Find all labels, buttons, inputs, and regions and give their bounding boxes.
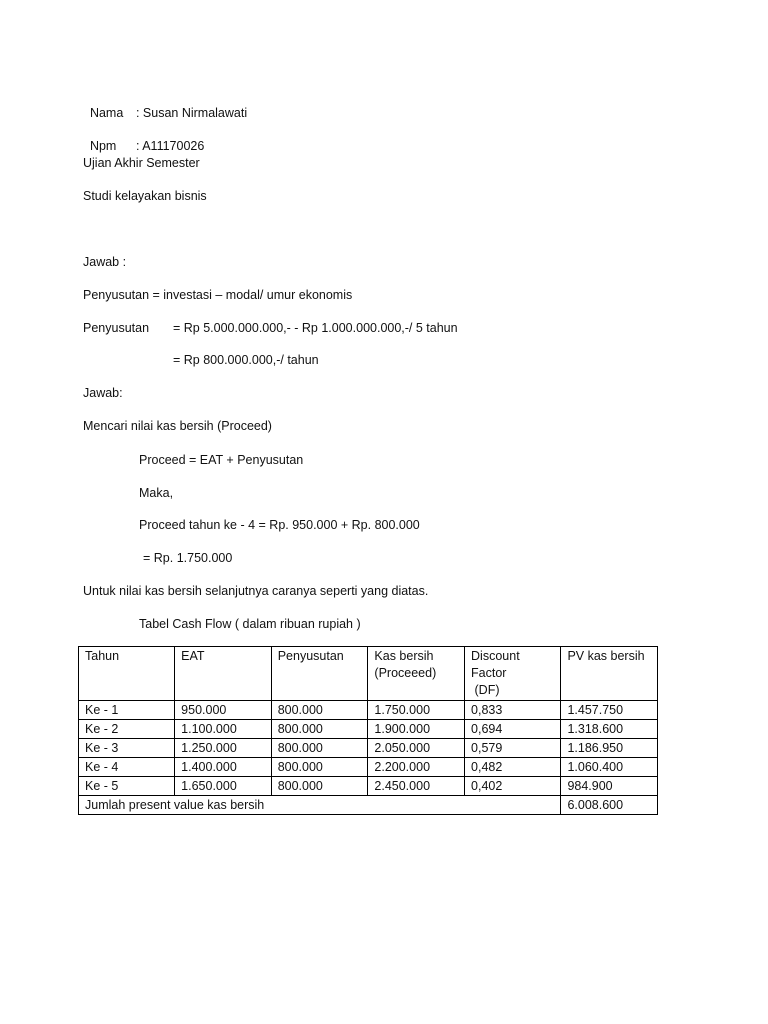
- depreciation-calc-line1: = Rp 5.000.000.000,- - Rp 1.000.000.000,-/ 5 tahun: [173, 321, 458, 335]
- table-total-row: [79, 796, 658, 815]
- cell-eat: 1.650.000: [175, 777, 272, 796]
- header-kas-bersih: [368, 647, 465, 701]
- name-value: : Susan Nirmalawati: [135, 106, 248, 120]
- cell-tahun: Ke - 4: [79, 758, 175, 777]
- table-caption: Tabel Cash Flow ( dalam ribuan rupiah ): [139, 617, 361, 631]
- cell-df: 0,833: [465, 701, 561, 720]
- maka-text: Maka,: [139, 486, 174, 500]
- cell-df: 0,579: [465, 739, 561, 758]
- table-row: [79, 739, 658, 758]
- header-eat: [175, 647, 272, 701]
- depreciation-formula: Penyusutan = investasi – modal/ umur ekonomis: [83, 288, 353, 302]
- npm-label: Npm: [89, 139, 117, 153]
- proceed-example: Proceed tahun ke - 4 = Rp. 950.000 + Rp. 800.000: [139, 518, 420, 532]
- header-kas-bersih-label: Kas bersih (Proceeed): [374, 649, 437, 680]
- answer2-heading: Jawab:: [83, 386, 123, 400]
- cell-penyusutan: 800.000: [271, 739, 368, 758]
- header-penyusutan: [271, 647, 368, 701]
- total-value: 6.008.600: [561, 796, 658, 815]
- header-tahun: [79, 647, 175, 701]
- cell-df: 0,402: [465, 777, 561, 796]
- table-header-row: [79, 647, 658, 701]
- table-row: [79, 777, 658, 796]
- cell-kas-bersih: 2.200.000: [368, 758, 465, 777]
- cell-pv: 1.186.950: [561, 739, 658, 758]
- exam-title: Ujian Akhir Semester: [83, 156, 200, 170]
- cell-pv: 984.900: [561, 777, 658, 796]
- header-pv-kas-bersih: [561, 647, 658, 701]
- course-title: Studi kelayakan bisnis: [83, 189, 207, 203]
- cell-penyusutan: 800.000: [271, 758, 368, 777]
- depreciation-calc-line2: = Rp 800.000.000,-/ tahun: [173, 353, 319, 367]
- npm-value: : A11170026: [135, 139, 205, 153]
- header-pv-kas-bersih-label: PV kas bersih: [567, 649, 645, 663]
- answer2-intro: Mencari nilai kas bersih (Proceed): [83, 419, 272, 433]
- cell-df: 0,694: [465, 720, 561, 739]
- cell-tahun: Ke - 3: [79, 739, 175, 758]
- name-label: Nama: [89, 106, 124, 120]
- cell-df: 0,482: [465, 758, 561, 777]
- proceed-formula: Proceed = EAT + Penyusutan: [139, 453, 304, 467]
- cell-pv: 1.060.400: [561, 758, 658, 777]
- header-eat-label: EAT: [181, 649, 205, 663]
- cell-eat: 1.250.000: [175, 739, 272, 758]
- cell-tahun: Ke - 2: [79, 720, 175, 739]
- cell-kas-bersih: 2.050.000: [368, 739, 465, 758]
- table-row: [79, 720, 658, 739]
- cell-kas-bersih: 1.900.000: [368, 720, 465, 739]
- cell-eat: 950.000: [175, 701, 272, 720]
- cell-pv: 1.457.750: [561, 701, 658, 720]
- cell-pv: 1.318.600: [561, 720, 658, 739]
- note-text: Untuk nilai kas bersih selanjutnya caranya seperti yang diatas.: [83, 584, 429, 598]
- total-label: Jumlah present value kas bersih: [79, 796, 561, 815]
- header-discount-factor: [465, 647, 561, 701]
- cell-penyusutan: 800.000: [271, 701, 368, 720]
- cell-tahun: Ke - 1: [79, 701, 175, 720]
- npm-line: [83, 122, 204, 154]
- proceed-result: = Rp. 1.750.000: [143, 551, 233, 565]
- cell-eat: 1.100.000: [175, 720, 272, 739]
- cell-tahun: Ke - 5: [79, 777, 175, 796]
- header-penyusutan-label: Penyusutan: [277, 649, 344, 663]
- cell-penyusutan: 800.000: [271, 777, 368, 796]
- answer1-heading: Jawab :: [83, 255, 127, 269]
- cell-kas-bersih: 2.450.000: [368, 777, 465, 796]
- cell-penyusutan: 800.000: [271, 720, 368, 739]
- depreciation-calc-label: Penyusutan: [83, 321, 150, 335]
- cell-eat: 1.400.000: [175, 758, 272, 777]
- cash-flow-table: [78, 646, 658, 815]
- cell-kas-bersih: 1.750.000: [368, 701, 465, 720]
- table-row: [79, 758, 658, 777]
- header-discount-factor-label: Discount Factor (DF): [471, 649, 520, 697]
- name-line: [83, 89, 247, 121]
- table-row: [79, 701, 658, 720]
- header-tahun-label: Tahun: [85, 649, 120, 663]
